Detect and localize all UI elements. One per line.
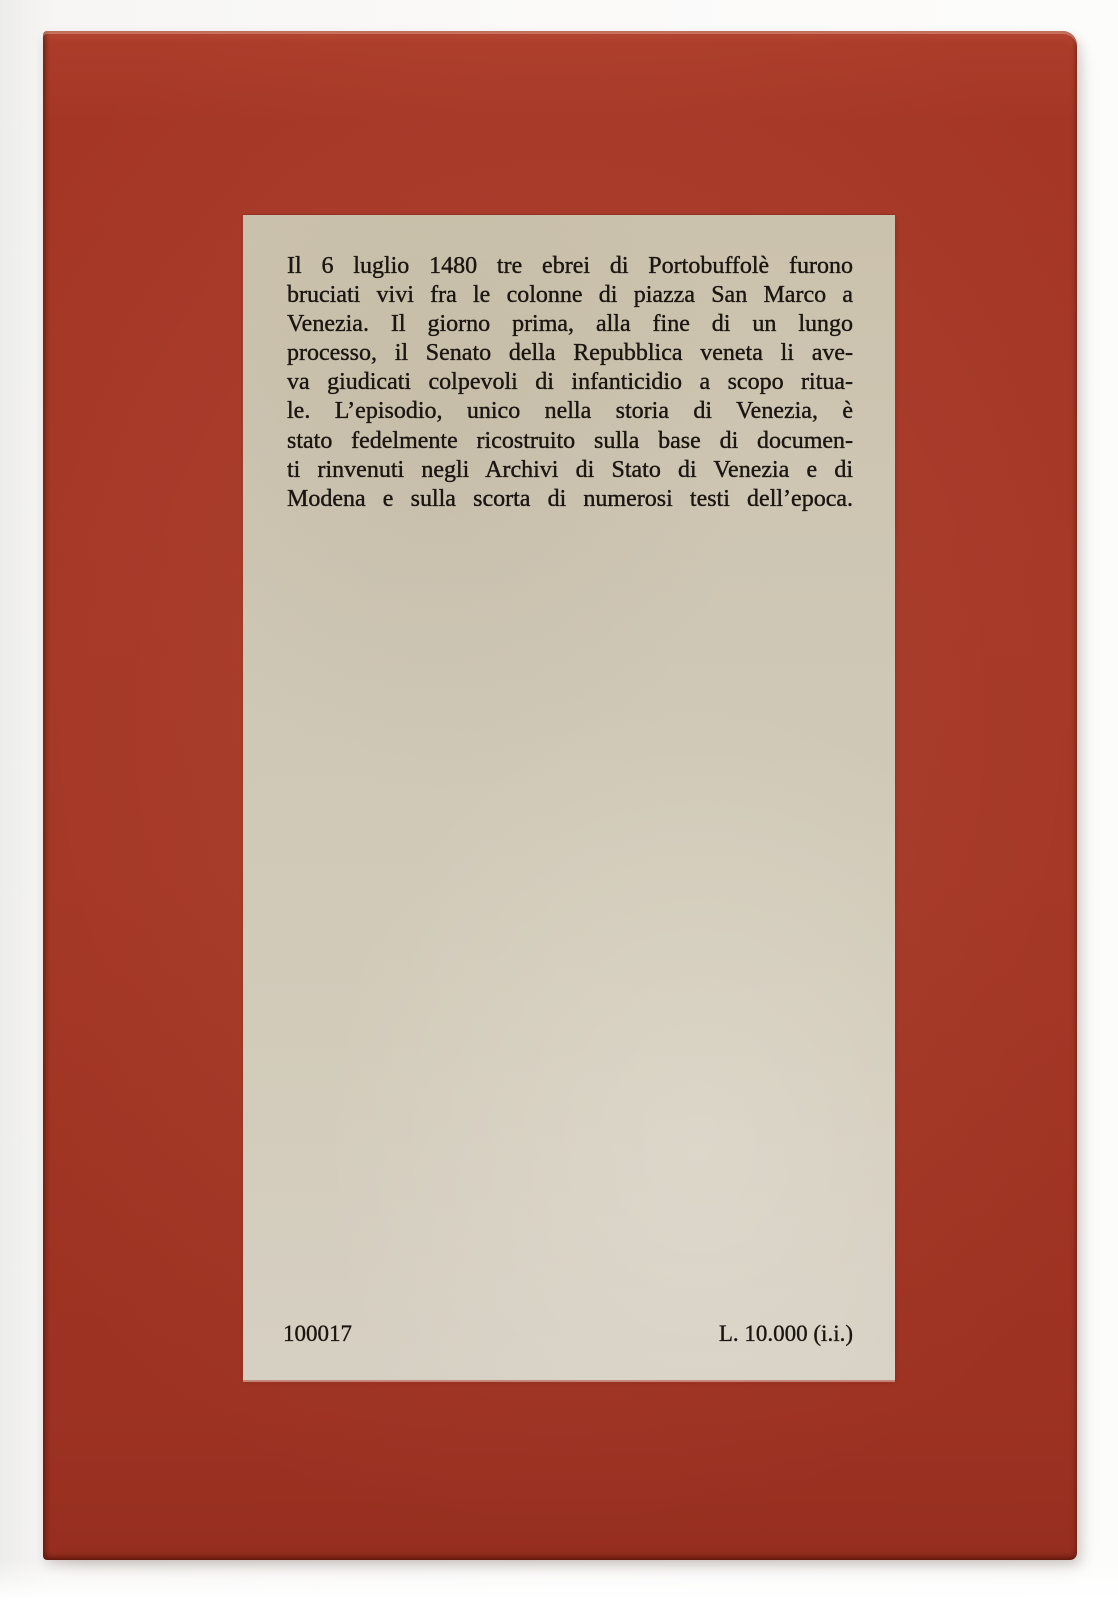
blurb-line: Il 6 luglio 1480 tre ebrei di Portobuffolè furono: [287, 253, 853, 279]
panel-footer: [283, 1321, 853, 1347]
blurb-line: va giudicati colpevoli di infanticidio a scopo ritua-: [287, 369, 853, 396]
blurb-panel: [243, 215, 895, 1380]
book-back-cover: [43, 31, 1077, 1560]
catalog-number: 100017: [283, 1321, 352, 1346]
price: L. 10.000 (i.i.): [718, 1321, 853, 1346]
blurb-text: [287, 252, 853, 514]
blurb-line: processo, il Senato della Repubblica veneta li ave-: [287, 340, 853, 367]
blurb-line: stato fedelmente ricostruito sulla base di documen-: [287, 427, 853, 454]
blurb-line: ti rinvenuti negli Archivi di Stato di Venezia e di: [287, 456, 853, 483]
blurb-line: Venezia. Il giorno prima, alla fine di un lungo: [287, 311, 853, 338]
blurb-line: le. L’episodio, unico nella storia di Venezia, è: [287, 398, 853, 425]
blurb-line: bruciati vivi fra le colonne di piazza San Marco a: [287, 282, 853, 309]
blurb-line: Modena e sulla scorta di numerosi testi dell’epoca.: [287, 485, 853, 512]
